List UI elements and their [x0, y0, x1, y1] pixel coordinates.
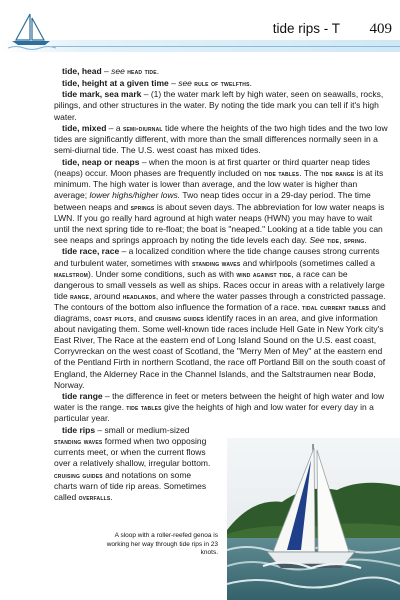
entry-text: . — [364, 234, 367, 245]
entry-text: , and where the water passes through a constricted passage. The contours of the bottom also influence the formation of a race. — [54, 290, 386, 312]
running-head: tide rips - T — [272, 21, 340, 36]
entry-tide-race — [54, 246, 388, 390]
sailboat-logo-icon — [8, 10, 56, 50]
entry-text: – small or medium-sized — [95, 425, 190, 436]
entry-text: , around — [89, 290, 123, 301]
sloop-photo-image — [227, 438, 400, 600]
entry-tide-head — [54, 66, 388, 77]
entry-tide-mark — [54, 89, 388, 122]
entry-text: Two neap tides occur in a 29-day period. The time between neaps and — [54, 190, 371, 212]
cross-reference: rule of twelfths — [194, 78, 250, 88]
entry-text: identify races in an area, and give information about navigating them. Some well-known tide races include Hell Gate in New York city's East River, The Race at the eastern end of Long Island Sound on the U.S. east coast, Corryvreckan on the west coast of Scotland, the "Merry Men of Mey" at the eastern end of the Pentland Firth in northern Scotland, the race off Portland Bill on the south coast of England, the Alderney Race in the Channel Islands, and the Saltstraumen near Bodø, Norway. — [54, 313, 386, 390]
entry-text: is at its minimum. The high water is lower than average, and the low water is higher than average; — [54, 168, 384, 201]
entry-headword: tide, height at a given time — [62, 77, 169, 88]
cross-reference: tide tables — [263, 169, 300, 179]
entry-tide-neap — [54, 157, 388, 246]
cross-reference: cruising guides — [155, 314, 204, 324]
entry-tide-height — [54, 78, 388, 89]
entry-text: ). Under some conditions, such as with — [88, 268, 237, 279]
entry-text: and whirlpools (sometimes called a — [240, 257, 376, 268]
entry-text: , — [339, 234, 344, 245]
cross-reference: tide tables — [126, 403, 162, 413]
photo-caption: A sloop with a roller-reefed genoa is working her way through tide rips in 23 knots. — [106, 532, 218, 556]
entry-text: . — [110, 491, 113, 502]
entry-text: , a race can be dangerous to small vessels as well as ships. Races occur in areas with a relatively large tide — [54, 268, 385, 301]
entry-text: and diagrams, — [54, 301, 386, 324]
entry-headword: tide, mixed — [62, 123, 107, 134]
entry-text: – — [101, 66, 112, 76]
entry-text: give the heights of high and low water for every day in a particular year. — [54, 402, 374, 424]
cross-reference: tidal current tables — [302, 302, 370, 312]
page-number: 409 — [369, 21, 392, 37]
cross-reference: wind against tide — [236, 269, 292, 279]
cross-reference: cruising guides — [54, 470, 103, 480]
entry-headword: tide race, race — [62, 246, 120, 257]
header-rule — [52, 46, 400, 47]
entry-text: formed when two opposing currents meet, or when the current flows over a relatively shallow, irregular bottom. — [54, 436, 211, 469]
cross-reference: range — [70, 291, 90, 301]
entry-italic: lower highs/higher lows. — [89, 190, 181, 201]
entry-headword: tide rips — [62, 425, 96, 436]
cross-reference: spring — [343, 235, 365, 245]
entry-text: – the difference in feet or meters between the height of high water and low water is the range. — [54, 391, 385, 413]
cross-reference: tide range — [320, 169, 355, 179]
entry-text: . — [156, 66, 160, 76]
entry-tide-rips — [54, 425, 216, 503]
entry-headword: tide range — [62, 391, 103, 402]
cross-reference: standing waves — [191, 258, 241, 268]
sloop-photo — [227, 438, 400, 600]
see-label: see — [111, 66, 125, 76]
entry-text: – — [168, 77, 179, 88]
cross-reference: semi-diurnal — [122, 124, 163, 134]
cross-reference: head tide — [127, 67, 157, 76]
entry-text: is about seven days. The abbreviation for low water neaps is LWN. If you go really hard aground at high water neaps (HWN) you may have to wait until the next spring tide to re-float; the boat is "neaped." Looking at a tide table you can see neaps and springs approach by noting the tide levels each day. — [54, 201, 385, 245]
entry-tide-mixed — [54, 123, 388, 156]
cross-reference: coast pilots — [93, 314, 134, 324]
entry-headword: tide, head — [62, 66, 102, 76]
entry-headword: tide, neap or neaps — [62, 157, 140, 168]
entry-text: tide where the heights of the two high tides and the two low tides are significantly different, with more than the small differences normally seen in a semi-diurnal tide. The U.S. west coast has mixed tides. — [54, 123, 388, 156]
cross-reference: standing waves — [54, 437, 103, 447]
cross-reference: springs — [130, 202, 155, 212]
entry-text: , and — [133, 313, 156, 324]
entry-text: – a localized condition where the tide change causes strong currents and turbulent water, sometimes with — [54, 246, 380, 268]
cross-reference: maelstrom — [54, 269, 89, 279]
entry-text: . — [249, 77, 252, 88]
entry-tide-range — [54, 391, 388, 424]
cross-reference: headlands — [122, 291, 156, 301]
entry-text: – when the moon is at first quarter or third quarter neap tides (neaps) occur. Moon phases are frequently included on — [54, 157, 371, 179]
entry-text: and notations on some charts warn of tide rip areas. Sometimes called — [54, 469, 207, 502]
see-label: see — [178, 77, 192, 88]
cross-reference: tide — [327, 235, 340, 245]
entry-text: . The — [299, 168, 321, 179]
entry-headword: tide mark, sea mark — [62, 89, 142, 100]
entry-text: – a — [106, 123, 123, 134]
entry-text: – (1) the water mark left by high water, seen on seawalls, rocks, pilings, and other structures in the water. By noting the tide mark you can tell if it's high water. — [54, 89, 384, 122]
cross-reference: overfalls — [78, 492, 111, 502]
entry-italic: See — [309, 234, 325, 245]
